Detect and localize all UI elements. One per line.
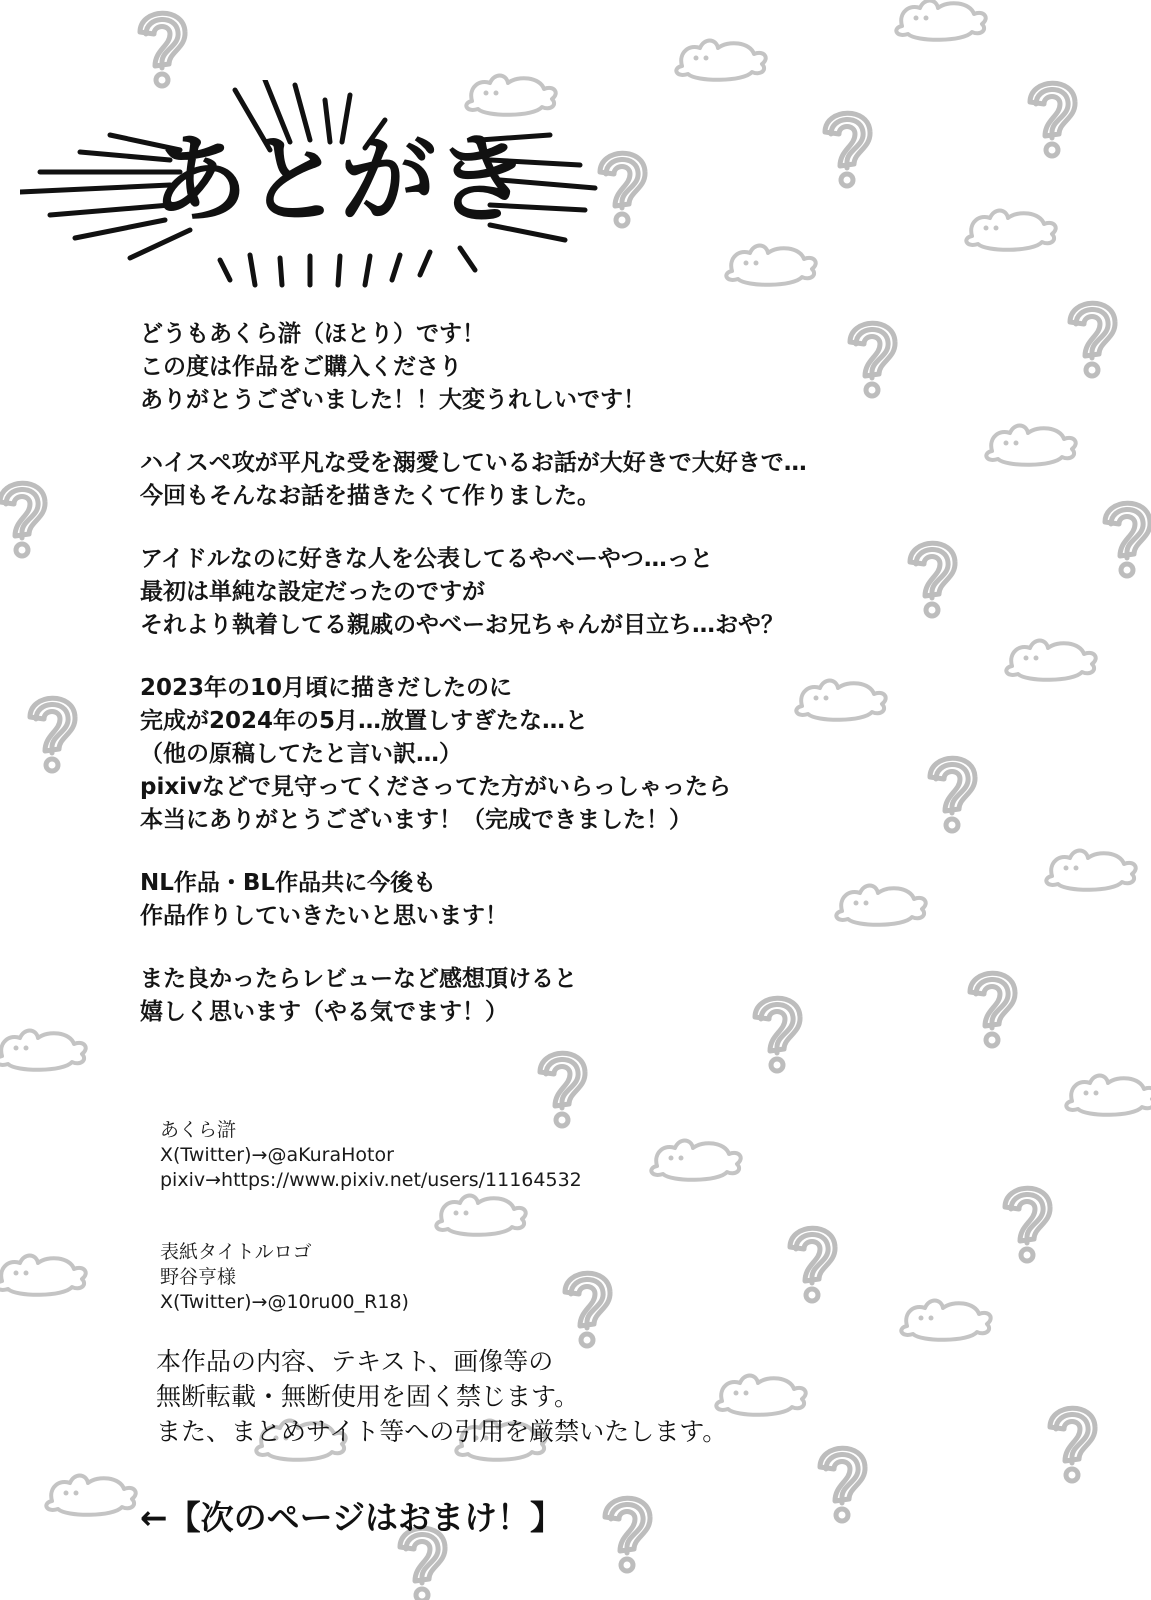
message-line: 最初は単純な設定だったのですが <box>140 579 485 605</box>
message-line: 2023年の10月頃に描きだしたのに <box>140 675 513 701</box>
author-pixiv-link: pixiv→https://www.pixiv.net/users/11164532 <box>160 1169 582 1191</box>
author-name: あくら滸 <box>160 1119 237 1141</box>
message-line: 嬉しく思います（やる気でます！） <box>140 999 508 1025</box>
message-line: それより執着してる親戚のやべーお兄ちゃんが目立ち…おや？ <box>140 612 784 638</box>
paragraph <box>140 318 960 417</box>
message-line: 今回もそんなお話を描きたくて作りました。 <box>140 483 600 509</box>
message-line: ハイスペ攻が平凡な受を溺愛しているお話が大好きで大好きで… <box>140 450 807 476</box>
paragraph <box>140 867 960 933</box>
notice-line: 本作品の内容、テキスト、画像等の <box>156 1347 554 1376</box>
message-line: アイドルなのに好きな人を公表してるやべーやつ…っと <box>140 546 713 572</box>
logo-designer-twitter: X(Twitter)→@10ru00_R18) <box>160 1291 409 1313</box>
copyright-notice <box>156 1344 727 1449</box>
message-line: 作品作りしていきたいと思います！ <box>140 903 508 929</box>
message-line: （他の原稿してたと言い訳…） <box>140 741 462 767</box>
logo-credits <box>160 1240 409 1315</box>
paragraph <box>140 672 960 837</box>
message-line: ありがとうございました！！大変うれしいです！ <box>140 387 646 413</box>
message-line: 本当にありがとうございます！（完成できました！） <box>140 807 692 833</box>
title-banner <box>20 80 610 290</box>
notice-line: また、まとめサイト等への引用を厳禁いたします。 <box>156 1417 728 1446</box>
author-twitter: X(Twitter)→@aKuraHotor <box>160 1144 394 1166</box>
notice-line: 無断転載・無断使用を固く禁じます。 <box>156 1382 580 1411</box>
message-line: どうもあくら滸（ほとり）です！ <box>140 321 485 347</box>
message-line: pixivなどで見守ってくださってた方がいらっしゃったら <box>140 774 732 800</box>
message-line: NL作品・BL作品共に今後も <box>140 870 437 896</box>
paragraph <box>140 447 960 513</box>
paragraph <box>140 963 960 1029</box>
logo-designer-name: 野谷亨様 <box>160 1266 237 1288</box>
message-line: また良かったらレビューなど感想頂けると <box>140 966 577 992</box>
message-line: この度は作品をご購入くださり <box>140 354 462 380</box>
message-line: 完成が2024年の5月…放置しすぎたな…と <box>140 708 589 734</box>
author-credits <box>160 1118 582 1193</box>
paragraph <box>140 543 960 642</box>
page-title: あとがき <box>152 124 528 236</box>
next-page-label: ←【次のページはおまけ！】 <box>140 1498 563 1537</box>
afterword-message <box>140 318 960 1059</box>
logo-credit-heading: 表紙タイトルロゴ <box>160 1241 312 1263</box>
